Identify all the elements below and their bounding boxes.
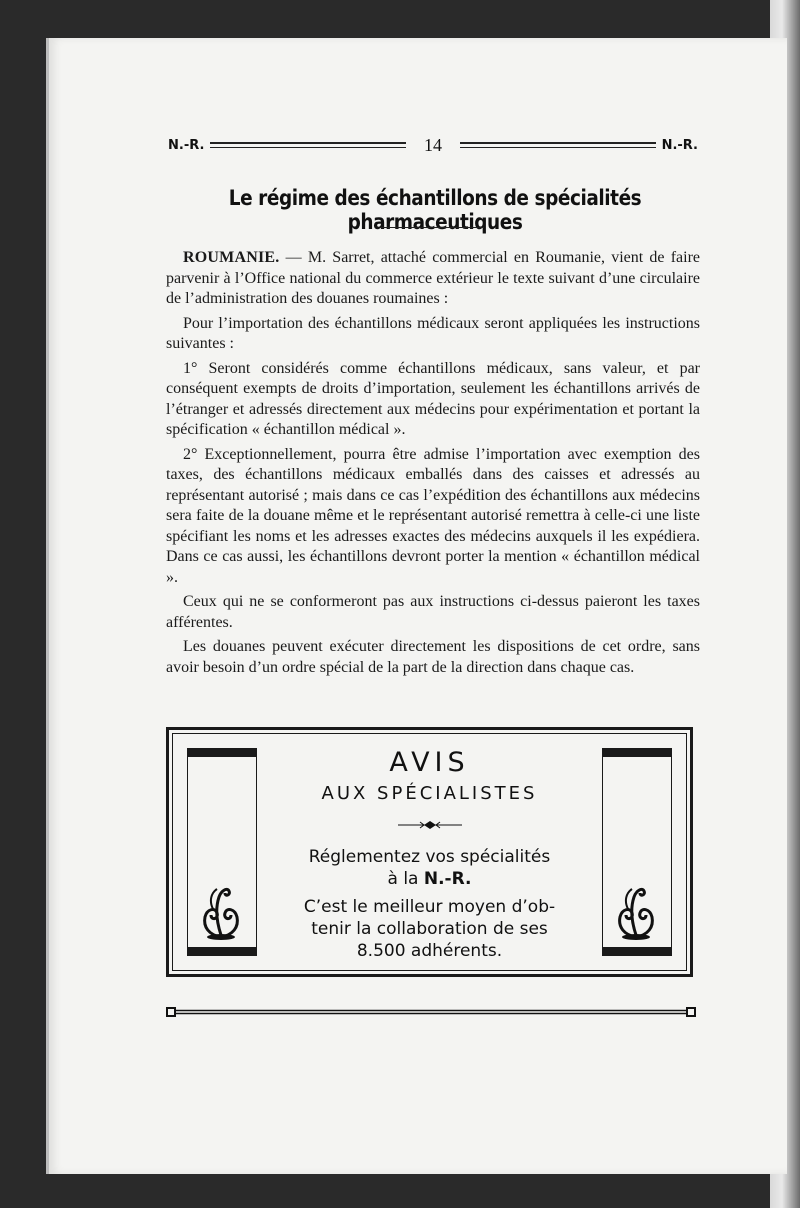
title-underline xyxy=(380,227,484,228)
notice-line-1: Réglementez vos spécialités xyxy=(308,847,551,867)
paragraph: 1° Seront considérés comme échantillons médicaux, sans valeur, et par conséquent exempts de droits d’importation, seulement les échantillons arrivés de l’étranger et adressés directement aux médecins pour expérimentation et portant la spécification « échantillon médical ». xyxy=(166,359,700,438)
article-body xyxy=(166,248,700,682)
paragraph: Ceux qui ne se conformeront pas aux instructions ci-dessus paieront les taxes afférentes. xyxy=(166,593,700,631)
header-rule-left xyxy=(210,142,406,148)
notice-line-2-prefix: à la xyxy=(387,869,424,889)
bottom-rule xyxy=(166,1006,696,1018)
notice-box xyxy=(166,727,693,977)
notice-subheading: AUX SPÉCIALISTES xyxy=(321,783,538,804)
notice-left-panel xyxy=(187,748,257,956)
paragraph: 2° Exceptionnellement, pourra être admise l’importation avec exemption des taxes, des échantillons médicaux emballés dans des caisses et adressés au représentant autorisé ; mais dans ce cas l’expédition des échantillons aux médecins sera faite de la douane même et le représentant autorisé remettra à celle-ci une liste spécifiant les noms et les adresses exactes des médecins auxquels il les expédiera. Dans ce cas aussi, les échantillons devront porter la mention « échantillon médical ». xyxy=(166,445,700,586)
acanthus-ornament-icon xyxy=(614,879,658,941)
fleuron-divider-icon xyxy=(398,820,462,830)
article-title: Le régime des échantillons de spécialités pharmaceutiques xyxy=(228,186,642,234)
paragraph: Pour l’importation des échantillons médicaux seront appliquées les instructions suivantes : xyxy=(166,314,700,352)
page-header xyxy=(168,132,698,158)
lead-country: ROUMANIE. xyxy=(183,249,280,266)
notice-line-5: 8.500 adhérents. xyxy=(356,941,503,961)
header-right-mark: N.-R. xyxy=(661,137,698,153)
header-left-mark: N.-R. xyxy=(168,137,205,153)
notice-line-2 xyxy=(269,868,590,890)
acanthus-ornament-icon xyxy=(199,879,243,941)
page-number: 14 xyxy=(424,134,442,155)
header-rule-right xyxy=(460,142,656,148)
lead-text: — M. Sarret, attaché commercial en Roumanie, vient de faire parvenir à l’Office national du commerce extérieur le texte suivant d’une circulaire de l’administration des douanes roumaines : xyxy=(166,249,700,307)
notice-line-3: C’est le meilleur moyen d’ob- xyxy=(303,897,556,917)
notice-heading: AVIS xyxy=(389,747,470,778)
paragraph: Les douanes peuvent exécuter directement les dispositions de cet ordre, sans avoir besoin d’un ordre spécial de la part de la direction dans chaque cas. xyxy=(166,638,700,676)
lead-paragraph xyxy=(166,248,700,310)
notice-line-2-org: N.-R. xyxy=(423,869,472,889)
notice-right-panel xyxy=(602,748,672,956)
notice-content xyxy=(269,746,590,962)
notice-line-4: tenir la collaboration de ses xyxy=(311,919,548,939)
